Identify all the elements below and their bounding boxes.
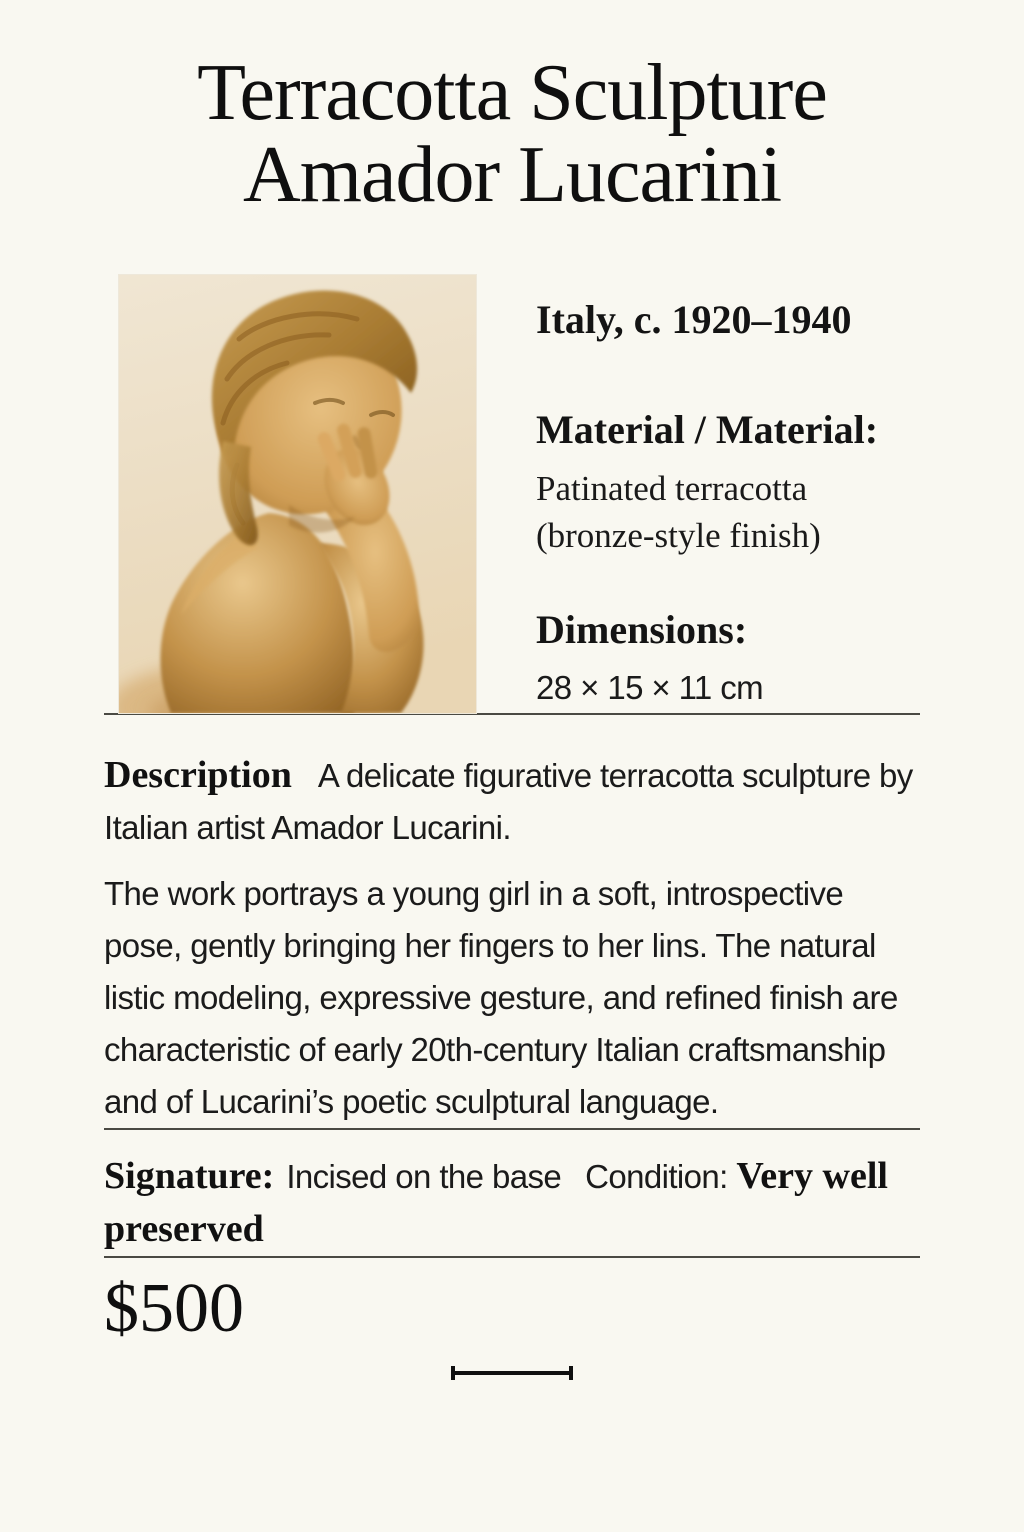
description-body: The work portrays a young girl in a soft, introspective pose, gently bringing her fingers to her lins. The natural listic modeling, expressive gesture, and refined finish are characteristic of early 20th-century Italian craftsmanship and of Lucarini’s poetic sculptural language.: [104, 874, 898, 1120]
condition-value: Very well preserved: [104, 1154, 888, 1250]
dimensions-value: 28 × 15 × 11 cm: [536, 669, 764, 707]
page-title: [104, 0, 920, 220]
description-intro-text: A delicate figurative terracotta sculpture by Italian artist Amador Lucarini.: [104, 756, 913, 846]
details-panel: [536, 275, 920, 713]
divider-top: [104, 713, 920, 715]
page-title-line-2: Amador Lucarini: [242, 131, 782, 220]
sculpture-photo-art: [119, 275, 476, 713]
description-label: Description: [104, 753, 292, 796]
divider-middle: [104, 1128, 920, 1130]
material-value: Patinated terracotta (bronze-style finish): [536, 468, 821, 556]
price: $500: [104, 1269, 244, 1347]
divider-bottom: [104, 1256, 920, 1258]
sculpture-photo[interactable]: [119, 275, 476, 713]
media-row: [104, 275, 920, 713]
origin-heading: Italy, c. 1920–1940: [536, 296, 852, 342]
dimensions-label: Dimensions:: [536, 607, 748, 653]
signature-condition-line: [104, 1150, 920, 1256]
material-label: Material / Material:: [536, 406, 879, 452]
description-intro: [104, 749, 920, 854]
page-title-line-1: Terracotta Sculpture: [197, 49, 827, 137]
condition-label: Condition:: [585, 1157, 728, 1195]
bottom-scale-bar: [453, 1371, 571, 1375]
signature-label: Signature:: [104, 1154, 275, 1197]
signature-value: Incised on the base: [286, 1157, 562, 1195]
